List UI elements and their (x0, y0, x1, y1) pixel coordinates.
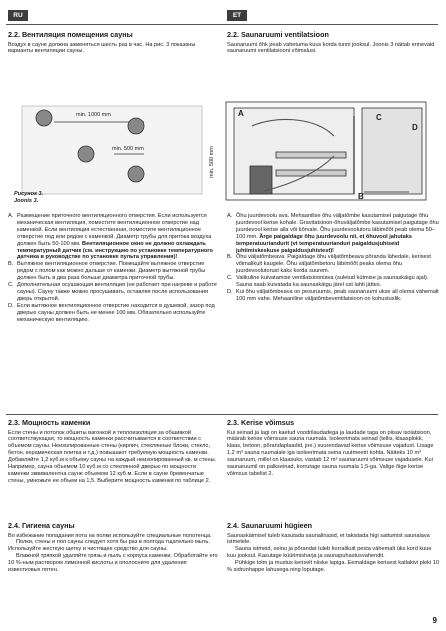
et-s24-title: 2.4. Saunaruumi hügieen (227, 521, 313, 530)
et-item-b: B. Õhu väljatõmbeava. Paigaldage õhu väljatõmbeava põranda lähedale, kerisest võimalikult kaugele. Õhu väljatõmbetoru läbimõõt peaks olema õhu juurdevoolutorust kaks korda suurem. (227, 254, 431, 275)
et-s24-p1: Saunaskäimisel tuleb kasutada saunalinasid, et takistada higi sattumist saunalava istmetele. (227, 532, 430, 546)
page-number: 9 (432, 616, 437, 625)
mid-rule (6, 414, 438, 415)
caption-ru: Рисунок 3. (14, 191, 44, 197)
ru-s22-title: 2.2. Вентиляция помещения сауны (8, 30, 133, 39)
lang-badge-et: ET (227, 10, 247, 21)
right-diagram (226, 102, 426, 200)
et-section-2-2 (227, 31, 439, 55)
dim-min-500-horizontal: min. 500 mm (112, 146, 144, 152)
ru-s24-p2: Полки, стены и пол сауны следует хотя бы раз в полгода тщательно мыть. Используйте жесткую щетку и чистящее средство для сауны. (8, 539, 210, 553)
ru-s22-text: Воздух в сауне должна заменяться шесть раз в час. На рис. 3 показаны варианты вентиляции сауны. (8, 41, 196, 55)
ru-item-c: C. Дополнительная осушающая вентиляция (не работает при нагреве и работе сауны). Сауну также можно просушивать, оставляя после использования дверь открытой. (8, 282, 217, 302)
figure-label-b: B (358, 192, 364, 201)
ru-item-a: A. Размещение приточного вентиляционного отверстия. Если используется механическая вентиляция, поместите вентиляционное отверстие над каменкой. Если вентиляция естественная, поместите вентиляционное отверстие под или рядом с каменкой. Диаметр трубы для притока воздуха должен быть 50-100 мм. Вентиляционное окно не должно охлаждать температурный датчик (см. инструкцию по установке температурного датчика в руководстве по установке пульта управления)! (8, 213, 213, 261)
ventilation-diagram (14, 96, 430, 204)
et-section-2-3 (227, 419, 439, 478)
et-s22-text: Saunaruumi õhk peab vahetuma kuus korda tunni jooksul. Joonis 3 näitab erinevaid saunaruumi ventilatsiooni võimalusi. (227, 41, 435, 55)
top-rule (6, 24, 438, 25)
dim-min-1000: min. 1000 mm (76, 112, 111, 118)
figure-label-c: C (376, 113, 382, 122)
ru-section-2-3 (8, 419, 218, 485)
ru-item-b: B. Вытяжное вентиляционное отверстие. Помещайте вытяжное отверстие рядом с полом как можно дальше от каменки. Диаметр вытяжной трубы должен быть в два раза больше диаметра приточной трубы. (8, 261, 206, 282)
figure-label-d: D (412, 123, 418, 132)
ru-section-2-4 (8, 522, 218, 574)
lang-badge-ru: RU (8, 10, 28, 21)
caption-et: Joonis 3. (14, 197, 39, 204)
et-s24-p2: Sauna istmeid, seinu ja põrandat tuleb korralikult pesta vähemalt üks kord kuue kuu jooksul. Kasutage küürimisharja ja saunapuhastusvahendit. (227, 546, 432, 560)
ru-s24-p3: Влажной тряпкой удаляйте грязь и пыль с корпуса каменки. Обработайте его 10 %-ным раствором лимонной кислоты и ополосните для удаления известковых пятен. (8, 553, 218, 574)
ru-s23-title: 2.3. Мощность каменки (8, 418, 91, 427)
ru-section-2-2 (8, 31, 218, 55)
ru-ventilation-items (8, 213, 218, 324)
et-s23-text: Kui seinad ja lagi on kaetud voodrilaudadega ja laudade taga on piisav isolatsioon, määrab kerise võimsuse sauna ruumala. Isoleerimata seinad (tellis, klaasplokk, klaas, betoon, põrandaplaadid, jne.) suurendavad kerise võimsuse vajadust. Lisage 1,2 m³ sauna ruumalale iga isoleerimata seina ruutmeetri kohta. Näiteks 10 m³ saunaruum, millel on klaasuks, vastab 12 m³ saunaruumi võimsuse vajadusele. Kui saunaruumil on palkseinad, korrutage sauna ruumala 1,5-ga. Valige õige kerise võimsus tabelist 2. (227, 429, 434, 477)
et-s22-title: 2.2. Saunaruumi ventilatsioon (227, 30, 329, 39)
et-section-2-4 (227, 522, 439, 574)
et-item-d: D. Kui õhu väljatõmbeava on pesuruumis, peab saunaruumi ukse all olema vähemalt 100 mm vahe. Mehaaniline väljatõmbeventilatsioon on kohustuslik. (227, 288, 439, 302)
ru-s23-text: Если стены и потолок обшиты вагонкой и теплоизоляция за обшивкой соответствующая, то мощность каменки рассчитывается в соответствии с объемом сауны. Неизолированные стены (кирпич, стеклянные блоки, стекло, бетон, керамическая плитка и т.д.) повышают требуемую мощность каменки. Добавляйте 1,2 куб.м к объему сауны на каждый неизолированный кв. м стены. Например, сауна объемом 10 куб.м со стеклянной дверью по мощности каменки эквивалентна сауне объемом 12 куб.м. Если в сауне бревенчатые стены, умножьте ее объем на 1,5. Выберите мощность каменки по таблице 2. (8, 429, 217, 484)
et-ventilation-items (227, 213, 439, 303)
et-s24-p3: Pühkige tolm ja mustus keriselt niiske lapiga. Eemaldage kerisest katlakivi pleki 10 % sidrunhappe lahusega ning loputage. (227, 560, 439, 574)
ru-s24-title: 2.4. Гигиена сауны (8, 521, 75, 530)
figure-caption (14, 191, 43, 204)
dim-min-500-vertical: min. 500 mm (209, 146, 215, 178)
et-item-a: A. Õhu juurdevoolu ava. Mehaanilise õhu väljatõmbe kasutamisel paigutage õhu juurdevool kerise kohale. Gravitatsioon-õhuväljatõmbe kasutamisel paigutage õhu juurdevool kerise alla või kõrvale. Õhu juurdevoolutoru läbimõõt peab olema 50–100 mm. Ärge paigaldage õhu juurdevoolu nii, et õhuvool jahutaks temperatuuriandurit (vt temperatuurianduri paigaldusjuhiseid juhtimiskeskuse paigaldusjuhistest)! (227, 213, 439, 254)
ru-s24-p1: Во избежание попадания пота на полки используйте специальные полотенца. (8, 532, 212, 539)
et-s23-title: 2.3. Kerise võimsus (227, 418, 295, 427)
figure-label-a: A (238, 109, 244, 118)
ru-item-d: D. Если вытяжное вентиляционное отверстие находится в душевой, зазор под дверью сауны должен быть не менее 100 мм. Обязательно используйте механическую вентиляцию. (8, 302, 215, 323)
figure-3 (14, 96, 430, 204)
et-item-c: C. Valikuline kuivatamise ventilatsiooniava (suletud kütmise ja saunaskäigu ajal). Sauna saab kuivatada ka saunaskäigu järel ust lahti jättes. (227, 275, 429, 289)
